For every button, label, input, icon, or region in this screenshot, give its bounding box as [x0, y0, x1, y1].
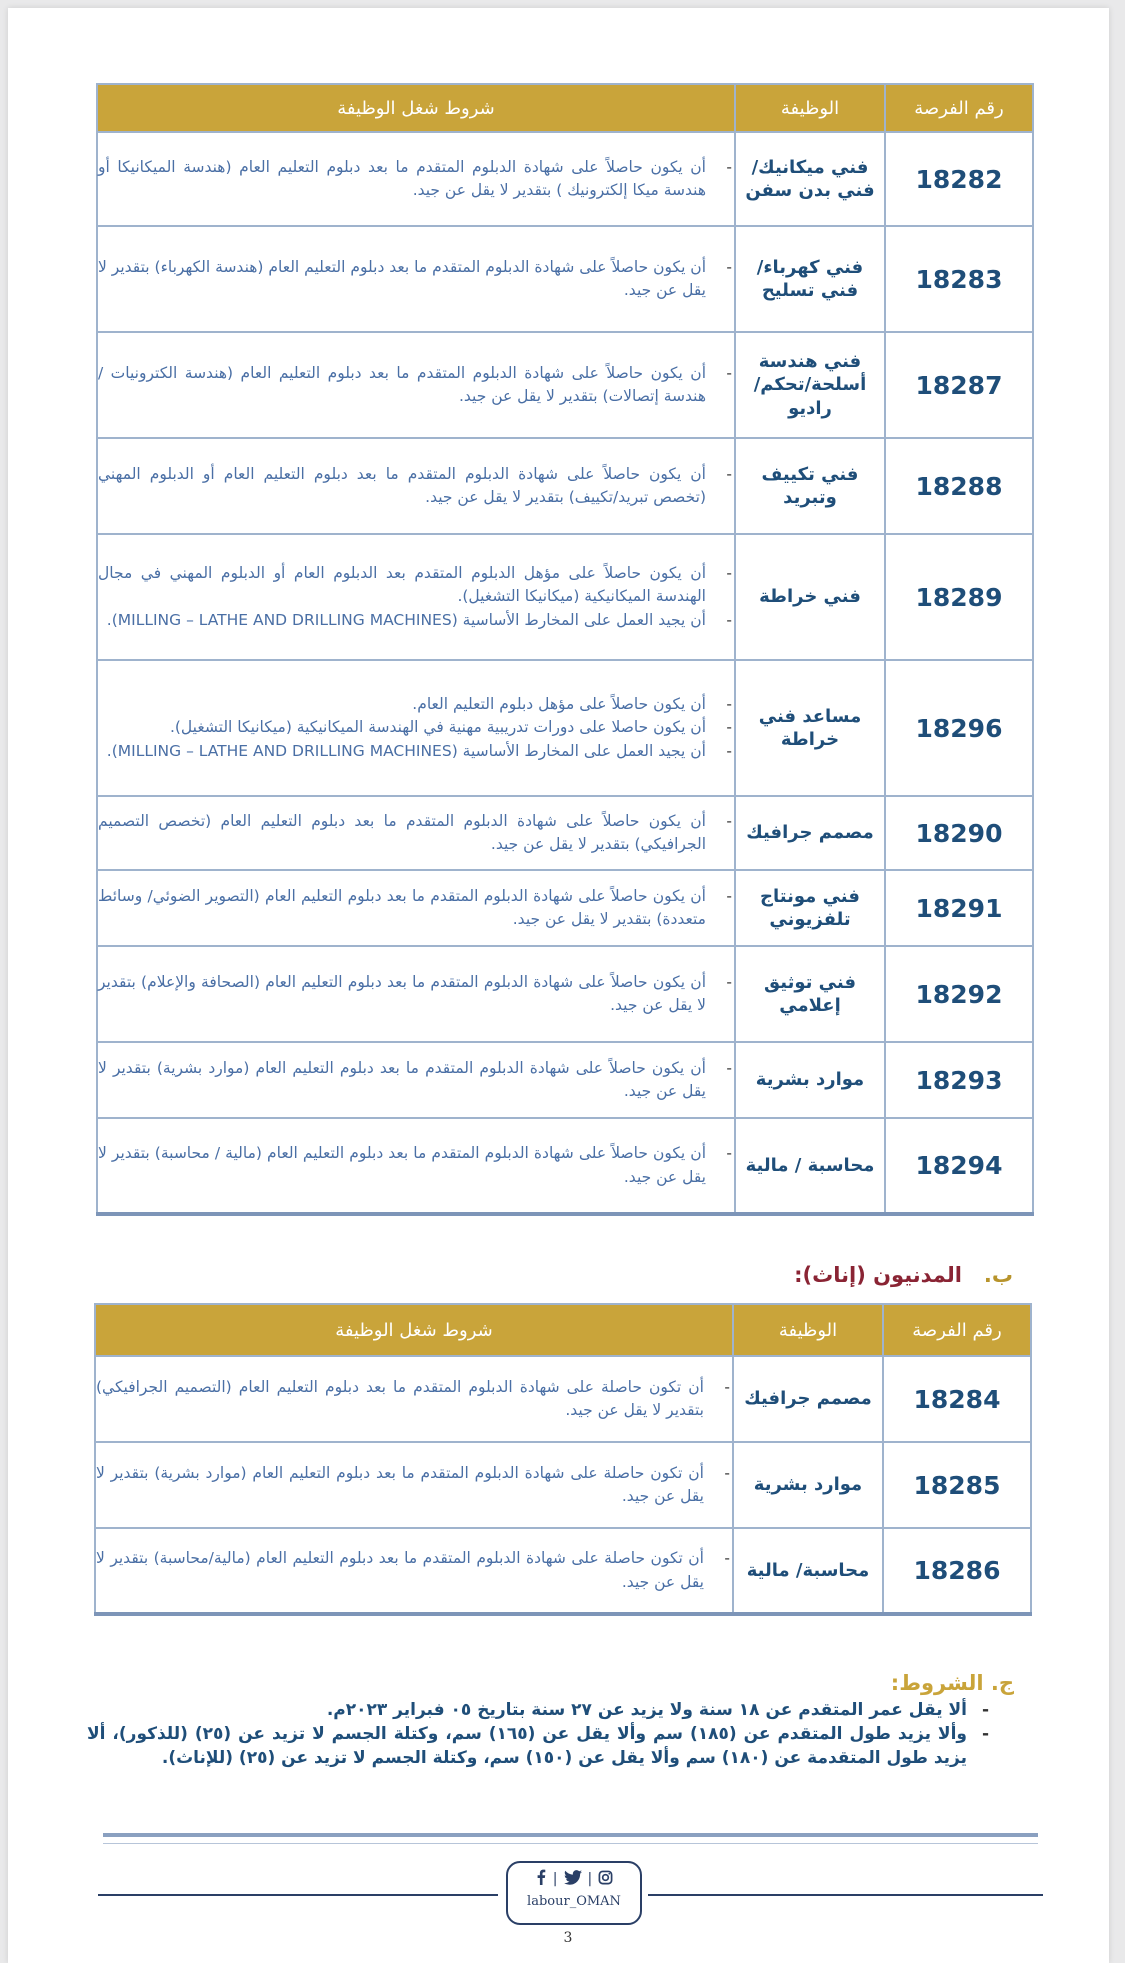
job-conditions: [95, 1356, 733, 1442]
males-jobs-table: [96, 83, 1034, 1216]
requirement-item: - أن يكون حاصلاً على شهادة الدبلوم المتقدم ما بعد دبلوم التعليم العام (الصحافة والإعلام) بتقدير لا يقل عن جيد.: [98, 971, 706, 1018]
requirement-item: - أن يكون حاصلاً على شهادة الدبلوم المتقدم ما بعد دبلوم التعليم العام أو الدبلوم المهني (تخصص تبريد/تكييف) بتقدير لا يقل عن جيد.: [98, 463, 706, 510]
requirement-item: - أن يكون حاصلاً على شهادة الدبلوم المتقدم ما بعد دبلوم التعليم العام (هندسة الكهرباء) بتقدير لا يقل عن جيد.: [98, 256, 706, 303]
table-row: [97, 660, 1033, 796]
opportunity-number: 18293: [885, 1042, 1033, 1118]
table-row: [95, 1528, 1031, 1614]
footer-line-right: [648, 1894, 1043, 1896]
opportunity-number: 18284: [883, 1356, 1031, 1442]
table-header-row: [95, 1304, 1031, 1356]
section-b-title: ب. المدنيون (إناث):: [794, 1263, 1013, 1287]
table-row: [97, 1042, 1033, 1118]
requirement-item: - أن يكون حاصلا على دورات تدريبية مهنية في الهندسة الميكانيكية (ميكانيكا التشغيل).: [98, 716, 706, 739]
table-row: [97, 870, 1033, 946]
job-conditions: [97, 438, 735, 534]
job-conditions: [95, 1528, 733, 1614]
opportunity-number: 18292: [885, 946, 1033, 1042]
job-conditions: [97, 534, 735, 660]
opportunity-number: 18288: [885, 438, 1033, 534]
requirement-item: - أن تكون حاصلة على شهادة الدبلوم المتقدم ما بعد دبلوم التعليم العام (مالية/محاسبة) بتقدير لا يقل عن جيد.: [96, 1547, 704, 1594]
requirement-item: - أن يجيد العمل على المخارط الأساسية (MILLING – LATHE AND DRILLING MACHINES).: [98, 609, 706, 632]
requirements-list: [98, 693, 734, 763]
table-row: [95, 1356, 1031, 1442]
table-row: [97, 1118, 1033, 1214]
job-title: فني كهرباء/ فني تسليح: [735, 226, 885, 332]
header-number: رقم الفرصة: [885, 84, 1033, 132]
opportunity-number: 18286: [883, 1528, 1031, 1614]
opportunity-number: 18294: [885, 1118, 1033, 1214]
requirements-list: [96, 1376, 732, 1423]
requirements-list: [98, 362, 734, 409]
job-title: مصمم جرافيك: [735, 796, 885, 870]
opportunity-number: 18283: [885, 226, 1033, 332]
requirements-list: [98, 1057, 734, 1104]
requirements-list: [98, 810, 734, 857]
requirements-list: [98, 885, 734, 932]
requirement-item: - أن تكون حاصلة على شهادة الدبلوم المتقدم ما بعد دبلوم التعليم العام (موارد بشرية) بتقدير لا يقل عن جيد.: [96, 1462, 704, 1509]
opportunity-number: 18285: [883, 1442, 1031, 1528]
footer-line-left: [98, 1894, 498, 1896]
table-header-row: [97, 84, 1033, 132]
job-conditions: [97, 660, 735, 796]
job-title: محاسبة / مالية: [735, 1118, 885, 1214]
table-row: [97, 226, 1033, 332]
requirements-list: [98, 463, 734, 510]
social-box: | | labour_OMAN: [506, 1861, 642, 1925]
job-conditions: [97, 226, 735, 332]
job-title: موارد بشرية: [735, 1042, 885, 1118]
requirement-item: - أن يكون حاصلاً على شهادة الدبلوم المتقدم ما بعد دبلوم التعليم العام (التصوير الضوئي/ وسائط متعددة) بتقدير لا يقل عن جيد.: [98, 885, 706, 932]
job-title: محاسبة/ مالية: [733, 1528, 883, 1614]
job-conditions: [97, 132, 735, 226]
conditions-list: [87, 1698, 989, 1770]
page: [8, 8, 1109, 1963]
job-conditions: [97, 1042, 735, 1118]
section-divider: [103, 1833, 1038, 1844]
job-conditions: [97, 946, 735, 1042]
requirement-item: - أن يكون حاصلاً على شهادة الدبلوم المتقدم ما بعد دبلوم التعليم العام (تخصص التصميم الجرافيكي) بتقدير لا يقل عن جيد.: [98, 810, 706, 857]
opportunity-number: 18291: [885, 870, 1033, 946]
page-number: 3: [563, 1930, 573, 1946]
instagram-icon[interactable]: [598, 1870, 613, 1889]
requirements-list: [98, 1142, 734, 1189]
requirement-item: - أن تكون حاصلة على شهادة الدبلوم المتقدم ما بعد دبلوم التعليم العام (التصميم الجرافيكي) بتقدير لا يقل عن جيد.: [96, 1376, 704, 1423]
job-conditions: [97, 332, 735, 438]
job-title: فني تكييف وتبريد: [735, 438, 885, 534]
requirement-item: - أن يكون حاصلاً على مؤهل دبلوم التعليم العام.: [98, 693, 706, 716]
table-row: [97, 132, 1033, 226]
header-number: رقم الفرصة: [883, 1304, 1031, 1356]
job-conditions: [97, 870, 735, 946]
job-title: موارد بشرية: [733, 1442, 883, 1528]
job-title: مساعد فني خراطة: [735, 660, 885, 796]
opportunity-number: 18282: [885, 132, 1033, 226]
header-job: الوظيفة: [735, 84, 885, 132]
header-conditions: شروط شغل الوظيفة: [95, 1304, 733, 1356]
job-title: فني توثيق إعلامي: [735, 946, 885, 1042]
table-row: [95, 1442, 1031, 1528]
facebook-icon[interactable]: [535, 1869, 547, 1889]
table-row: [97, 796, 1033, 870]
opportunity-number: 18287: [885, 332, 1033, 438]
requirements-list: [98, 562, 734, 632]
header-job: الوظيفة: [733, 1304, 883, 1356]
job-conditions: [95, 1442, 733, 1528]
condition-item: - ألا يقل عمر المتقدم عن ١٨ سنة ولا يزيد عن ٢٧ سنة بتاريخ ٠٥ فبراير ٢٠٢٣م.: [87, 1698, 967, 1722]
table-row: [97, 534, 1033, 660]
requirements-list: [98, 156, 734, 203]
requirements-list: [98, 256, 734, 303]
opportunity-number: 18290: [885, 796, 1033, 870]
opportunity-number: 18289: [885, 534, 1033, 660]
job-conditions: [97, 796, 735, 870]
table-row: [97, 332, 1033, 438]
requirements-list: [96, 1547, 732, 1594]
requirement-item: - أن يكون حاصلاً على شهادة الدبلوم المتقدم ما بعد دبلوم التعليم العام (مالية / محاسبة) بتقدير لا يقل عن جيد.: [98, 1142, 706, 1189]
requirement-item: - أن يجيد العمل على المخارط الأساسية (MILLING – LATHE AND DRILLING MACHINES).: [98, 740, 706, 763]
requirements-list: [98, 971, 734, 1018]
requirement-item: - أن يكون حاصلاً على مؤهل الدبلوم المتقدم بعد الدبلوم العام أو الدبلوم المهني في مجال الهندسة الميكانيكية (ميكانيكا التشغيل).: [98, 562, 706, 609]
condition-item: - وألا يزيد طول المتقدم عن (١٨٥) سم وألا يقل عن (١٦٥) سم، وكتلة الجسم لا تزيد عن (٢٥) (للذكور)، ألا يزيد طول المتقدمة عن (١٨٠) سم وألا يقل عن (١٥٠) سم، وكتلة الجسم لا تزيد عن (٢٥) (للإناث).: [87, 1722, 967, 1770]
requirements-list: [96, 1462, 732, 1509]
twitter-icon[interactable]: [564, 1870, 582, 1889]
requirement-item: - أن يكون حاصلاً على شهادة الدبلوم المتقدم ما بعد دبلوم التعليم العام (موارد بشرية) بتقدير لا يقل عن جيد.: [98, 1057, 706, 1104]
job-title: فني ميكانيك/ فني بدن سفن: [735, 132, 885, 226]
social-handle[interactable]: labour_OMAN: [527, 1894, 621, 1909]
header-conditions: شروط شغل الوظيفة: [97, 84, 735, 132]
job-title: فني مونتاج تلفزيوني: [735, 870, 885, 946]
females-jobs-table: [94, 1303, 1032, 1616]
table-row: [97, 946, 1033, 1042]
section-c-title: ج. الشروط:: [890, 1671, 1014, 1695]
job-title: فني هندسة أسلحة/تحكم/ راديو: [735, 332, 885, 438]
job-title: مصمم جرافيك: [733, 1356, 883, 1442]
table-row: [97, 438, 1033, 534]
requirement-item: - أن يكون حاصلاً على شهادة الدبلوم المتقدم ما بعد دبلوم التعليم العام (هندسة الميكانيكا أو هندسة ميكا إلكترونيك ) بتقدير لا يقل عن جيد.: [98, 156, 706, 203]
opportunity-number: 18296: [885, 660, 1033, 796]
requirement-item: - أن يكون حاصلاً على شهادة الدبلوم المتقدم ما بعد دبلوم التعليم العام (هندسة الكترونيات / هندسة إتصالات) بتقدير لا يقل عن جيد.: [98, 362, 706, 409]
job-title: فني خراطة: [735, 534, 885, 660]
job-conditions: [97, 1118, 735, 1214]
